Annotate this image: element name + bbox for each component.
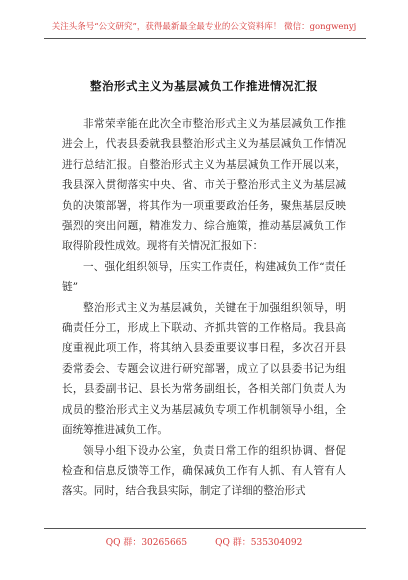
header-note: 关注头条号“公文研究”，获得最新最全最专业的公文资料库！ 微信：gongwenyj — [51, 22, 357, 32]
paragraph-section-1: 整治形式主义为基层减负，关键在于加强组织领导，明确责任分工，形成上下联动、齐抓共管的工作格局。我县高度重视此项工作，将其纳入县委重要议事日程，多次召开县委常委会、专题会议进行研究部署，成立了以县委书记为组长，县委副书记、县长为常务副组长，各相关部门负责人为成员的整治形式主义为基层减负专项工作机制领导小组，全面统筹推进减负工作。 — [62, 301, 346, 437]
footer-qq-group-2: QQ 群：535304092 — [215, 538, 303, 548]
section-heading-1: 一、强化组织领导，压实工作责任，构建减负工作“责任链” — [62, 260, 346, 294]
footer-qq-group-1: QQ 群：30265665 — [105, 538, 188, 548]
document-body — [62, 114, 346, 502]
footer-divider — [44, 528, 366, 529]
footer-contact — [0, 535, 408, 548]
header-divider — [44, 38, 366, 39]
document-title: 整治形式主义为基层减负工作推进情况汇报 — [90, 79, 318, 93]
paragraph-leadership-office: 领导小组下设办公室，负责日常工作的组织协调、督促检查和信息反馈等工作，确保减负工作有人抓、有人管有人落实。同时，结合我县实际，制定了详细的整治形式 — [62, 444, 346, 498]
paragraph-intro: 非常荣幸能在此次全市整治形式主义为基层减负工作推进会上，代表县委就我县整治形式主义为基层减负工作情况进行总结汇报。自整治形式主义为基层减负工作开展以来，我县深入贯彻落实中央、省、市关于整治形式主义为基层减负的决策部署，将其作为一项重要政治任务，聚焦基层反映强烈的突出问题，精准发力、综合施策，推动基层减负工作取得阶段性成效。现将有关情况汇报如下： — [62, 118, 346, 253]
